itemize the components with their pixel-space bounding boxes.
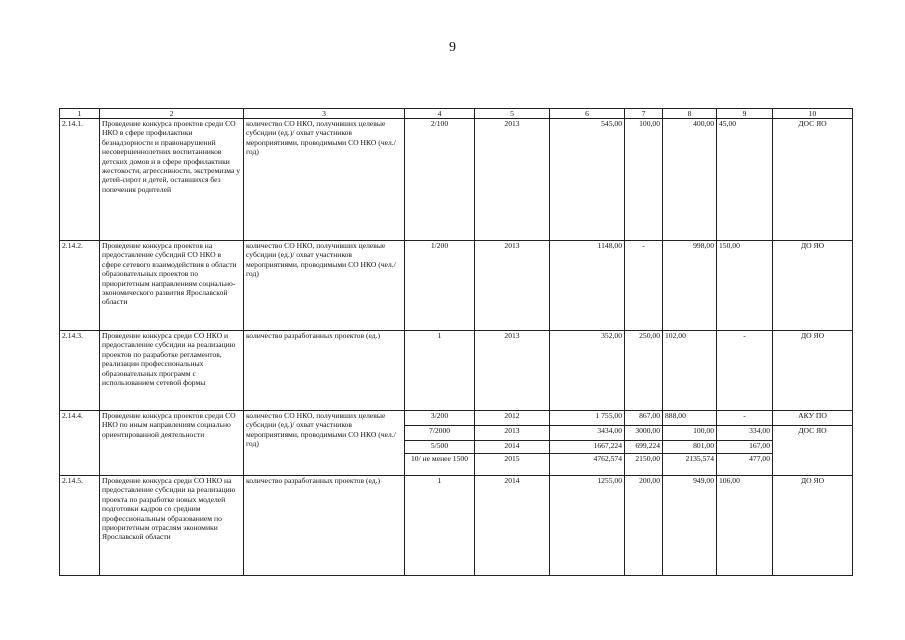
event-name: Проведение конкурса проектов среди СО НКО по иным направлениям социально ориентированной деятельности [100,411,244,476]
year: 2013 [475,119,550,241]
row-number: 2.14.1. [60,119,100,241]
amount-col8: 400,00 [663,119,717,241]
row-number: 2.14.5. [60,476,100,576]
amount-col7: 200,00 [625,476,663,576]
amount-total: 4762,574 [550,454,625,476]
year: 2014 [475,441,550,454]
executor: ДО ЯО [773,476,853,576]
amount-col7: 2150,00 [625,454,663,476]
amount-col9: - [717,411,773,426]
amount-col9: 45,00 [717,119,773,241]
table-row [60,411,853,426]
row-number: 2.14.2. [60,241,100,331]
amount-total: 1667,224 [550,441,625,454]
row-number: 2.14.4. [60,411,100,476]
column-number-row [60,109,853,119]
amount-col7: 867,00 [625,411,663,426]
column-header: 6 [550,109,625,119]
amount-total: 1 755,00 [550,411,625,426]
column-header: 2 [100,109,244,119]
year: 2013 [475,331,550,411]
row-number: 2.14.3. [60,331,100,411]
amount-col8: 998,00 [663,241,717,331]
event-name: Проведение конкурса среди СО НКО и предоставление субсидии на реализацию проектов по разработке регламентов, реализации профессиональных образовательных программ с использованием сетевой формы [100,331,244,411]
amount-col8: 100,00 [663,426,717,441]
executor: ДОС ЯО [773,119,853,241]
program-table [59,108,853,576]
event-name: Проведение конкурса проектов среди СО НКО в сфере профилактики безнадзорности и правонарушений несовершеннолетних воспитанников детских домов и в сфере профилактики жестокости, агрессивности, экстремизма у детей-сирот и детей, оставшихся без попечения родителей [100,119,244,241]
executor: ДОС ЯО [773,426,853,476]
column-header: 3 [244,109,405,119]
year: 2013 [475,241,550,331]
amount-col8: 2135,574 [663,454,717,476]
target-value: 1 [405,331,475,411]
column-header: 10 [773,109,853,119]
amount-total: 545,00 [550,119,625,241]
column-header: 7 [625,109,663,119]
amount-col9: 150,00 [717,241,773,331]
indicator: количество СО НКО, получивших целевые субсидии (ед.)/ охват участников мероприятиями, проводимыми СО НКО (чел./год) [244,119,405,241]
column-header: 1 [60,109,100,119]
event-name: Проведение конкурса проектов на предоставление субсидий СО НКО в сфере сетевого взаимодействия в области образовательных проектов по приоритетным направлениям социально-экономического развития Ярославской области [100,241,244,331]
amount-total: 352,00 [550,331,625,411]
amount-col9: 477,00 [717,454,773,476]
target-value: 3/200 [405,411,475,426]
target-value: 5/500 [405,441,475,454]
amount-col7: 699,224 [625,441,663,454]
event-name: Проведение конкурса среди СО НКО на предоставление субсидии на реализацию проекта по разработке новых моделей подготовки кадров со средним профессиональным образованием по приоритетным отраслям экономики Ярославской области [100,476,244,576]
amount-total: 1148,00 [550,241,625,331]
amount-total: 1255,00 [550,476,625,576]
indicator: количество СО НКО, получивших целевые субсидии (ед.)/ охват участников мероприятиями, проводимыми СО НКО (чел./год) [244,241,405,331]
year: 2014 [475,476,550,576]
amount-col7: - [625,241,663,331]
amount-col9: - [717,331,773,411]
year: 2013 [475,426,550,441]
indicator: количество СО НКО, получивших целевые субсидии (ед.)/ охват участников мероприятиями, проводимыми СО НКО (чел./год) [244,411,405,476]
table-row [60,119,853,241]
target-value: 1 [405,476,475,576]
indicator: количество разработанных проектов (ед.) [244,476,405,576]
target-value: 10/ не менее 1500 [405,454,475,476]
amount-col9: 106,00 [717,476,773,576]
amount-col8: 949,00 [663,476,717,576]
page-number: 9 [449,40,456,55]
amount-col8: 102,00 [663,331,717,411]
amount-col7: 3000,00 [625,426,663,441]
executor: ДО ЯО [773,331,853,411]
year: 2015 [475,454,550,476]
amount-total: 3434,00 [550,426,625,441]
column-header: 8 [663,109,717,119]
target-value: 2/100 [405,119,475,241]
executor: ДО ЯО [773,241,853,331]
column-header: 4 [405,109,475,119]
amount-col9: 167,00 [717,441,773,454]
amount-col7: 250,00 [625,331,663,411]
column-header: 9 [717,109,773,119]
year: 2012 [475,411,550,426]
amount-col8: 888,00 [663,411,717,426]
executor: АКУ ПО [773,411,853,426]
target-value: 1/200 [405,241,475,331]
indicator: количество разработанных проектов (ед.) [244,331,405,411]
table-row [60,476,853,576]
amount-col9: 334,00 [717,426,773,441]
amount-col7: 100,00 [625,119,663,241]
amount-col8: 801,00 [663,441,717,454]
target-value: 7/2000 [405,426,475,441]
table-row [60,331,853,411]
table-row [60,241,853,331]
column-header: 5 [475,109,550,119]
